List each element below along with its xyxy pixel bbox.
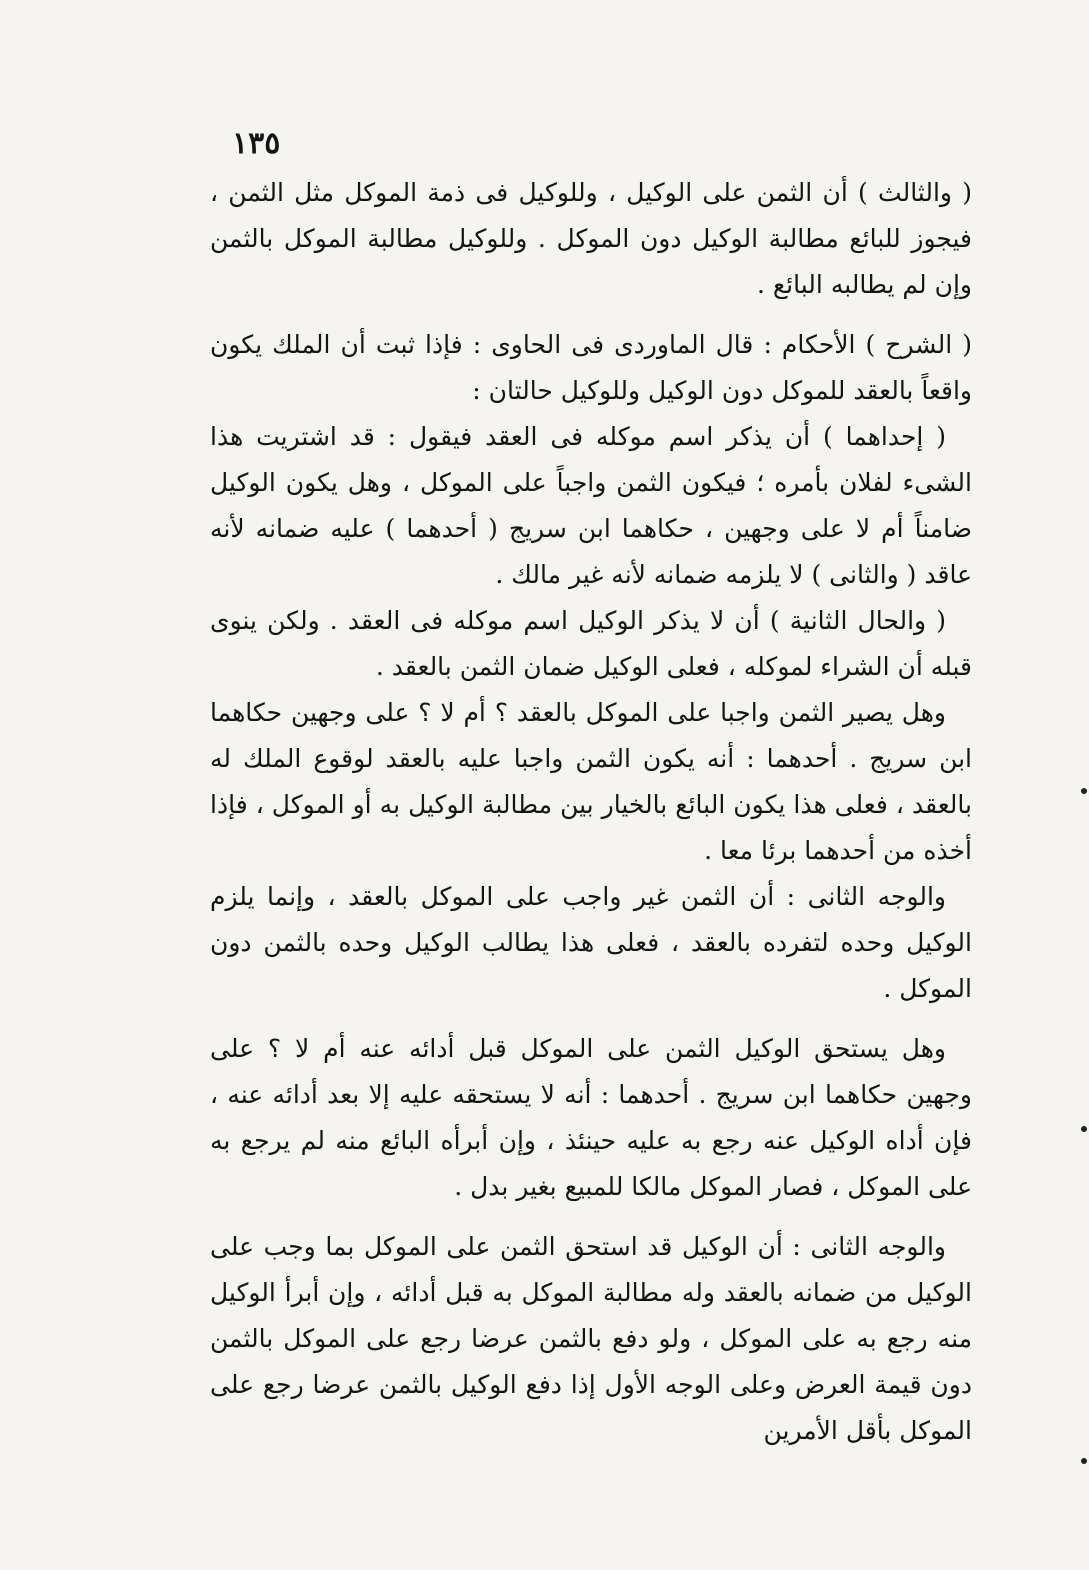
- scan-speck: [1081, 788, 1087, 794]
- paragraph-second-aspect: والوجه الثانى : أن الثمن غير واجب على الموكل بالعقد ، وإنما يلزم الوكيل وحده لتفرده بالعقد ، فعلى هذا يطالب الوكيل وحده بالثمن دون الموكل .: [210, 882, 972, 1003]
- body-text: [210, 170, 972, 1454]
- paragraph-question-obligation: وهل يصير الثمن واجبا على الموكل بالعقد ؟ أم لا ؟ على وجهين حكاهما ابن سريج . أحدهما : أنه يكون الثمن واجبا عليه بالعقد لوقوع الملك له بالعقد ، فعلى هذا يكون البائع بالخيار بين مطالبة الوكيل به أو الموكل ، فإذا أخذه من أحدهما برئا معا .: [210, 698, 972, 865]
- scan-speck: [1081, 1126, 1087, 1132]
- paragraph-question-entitlement: وهل يستحق الوكيل الثمن على الموكل قبل أدائه عنه أم لا ؟ على وجهين حكاهما ابن سريج . أحدهما : أنه لا يستحقه عليه إلا بعد أدائه عنه ، فإن أداه الوكيل عنه رجع به عليه حينئذ ، وإن أبرأه البائع منه لم يرجع به على الموكل ، فصار الموكل مالكا للمبيع بغير بدل .: [210, 1034, 972, 1201]
- paragraph-first-state: ( إحداهما ) أن يذكر اسم موكله فى العقد فيقول : قد اشتريت هذا الشىء لفلان بأمره ؛ فيكون الثمن واجباً على الموكل ، وهل يكون الوكيل ضامناً أم لا على وجهين ، حكاهما ابن سريج ( أحدهما ) عليه ضمانه لأنه عاقد ( والثانى ) لا يلزمه ضمانه لأنه غير مالك .: [210, 422, 972, 589]
- scan-speck: [1081, 1458, 1087, 1464]
- paragraph-second-aspect-entitlement: والوجه الثانى : أن الوكيل قد استحق الثمن على الموكل بما وجب على الوكيل من ضمانه بالعقد وله مطالبة الموكل به قبل أدائه ، وإن أبرأ الوكيل منه رجع به على الموكل ، ولو دفع بالثمن عرضا رجع على الموكل بالثمن دون قيمة العرض وعلى الوجه الأول إذا دفع الوكيل بالثمن عرضا رجع على الموكل بأقل الأمرين: [210, 1232, 972, 1445]
- paragraph-sharh: ( الشرح ) الأحكام : قال الماوردى فى الحاوى : فإذا ثبت أن الملك يكون واقعاً بالعقد للموكل دون الوكيل وللوكيل حالتان :: [210, 330, 972, 405]
- page-number: ١٣٥: [232, 126, 281, 161]
- paragraph-second-state: ( والحال الثانية ) أن لا يذكر الوكيل اسم موكله فى العقد . ولكن ينوى قبله أن الشراء لموكله ، فعلى الوكيل ضمان الثمن بالعقد .: [210, 606, 972, 681]
- paragraph-matn: ( والثالث ) أن الثمن على الوكيل ، وللوكيل فى ذمة الموكل مثل الثمن ، فيجوز للبائع مطالبة الوكيل دون الموكل . وللوكيل مطالبة الموكل بالثمن وإن لم يطالبه البائع .: [210, 178, 972, 299]
